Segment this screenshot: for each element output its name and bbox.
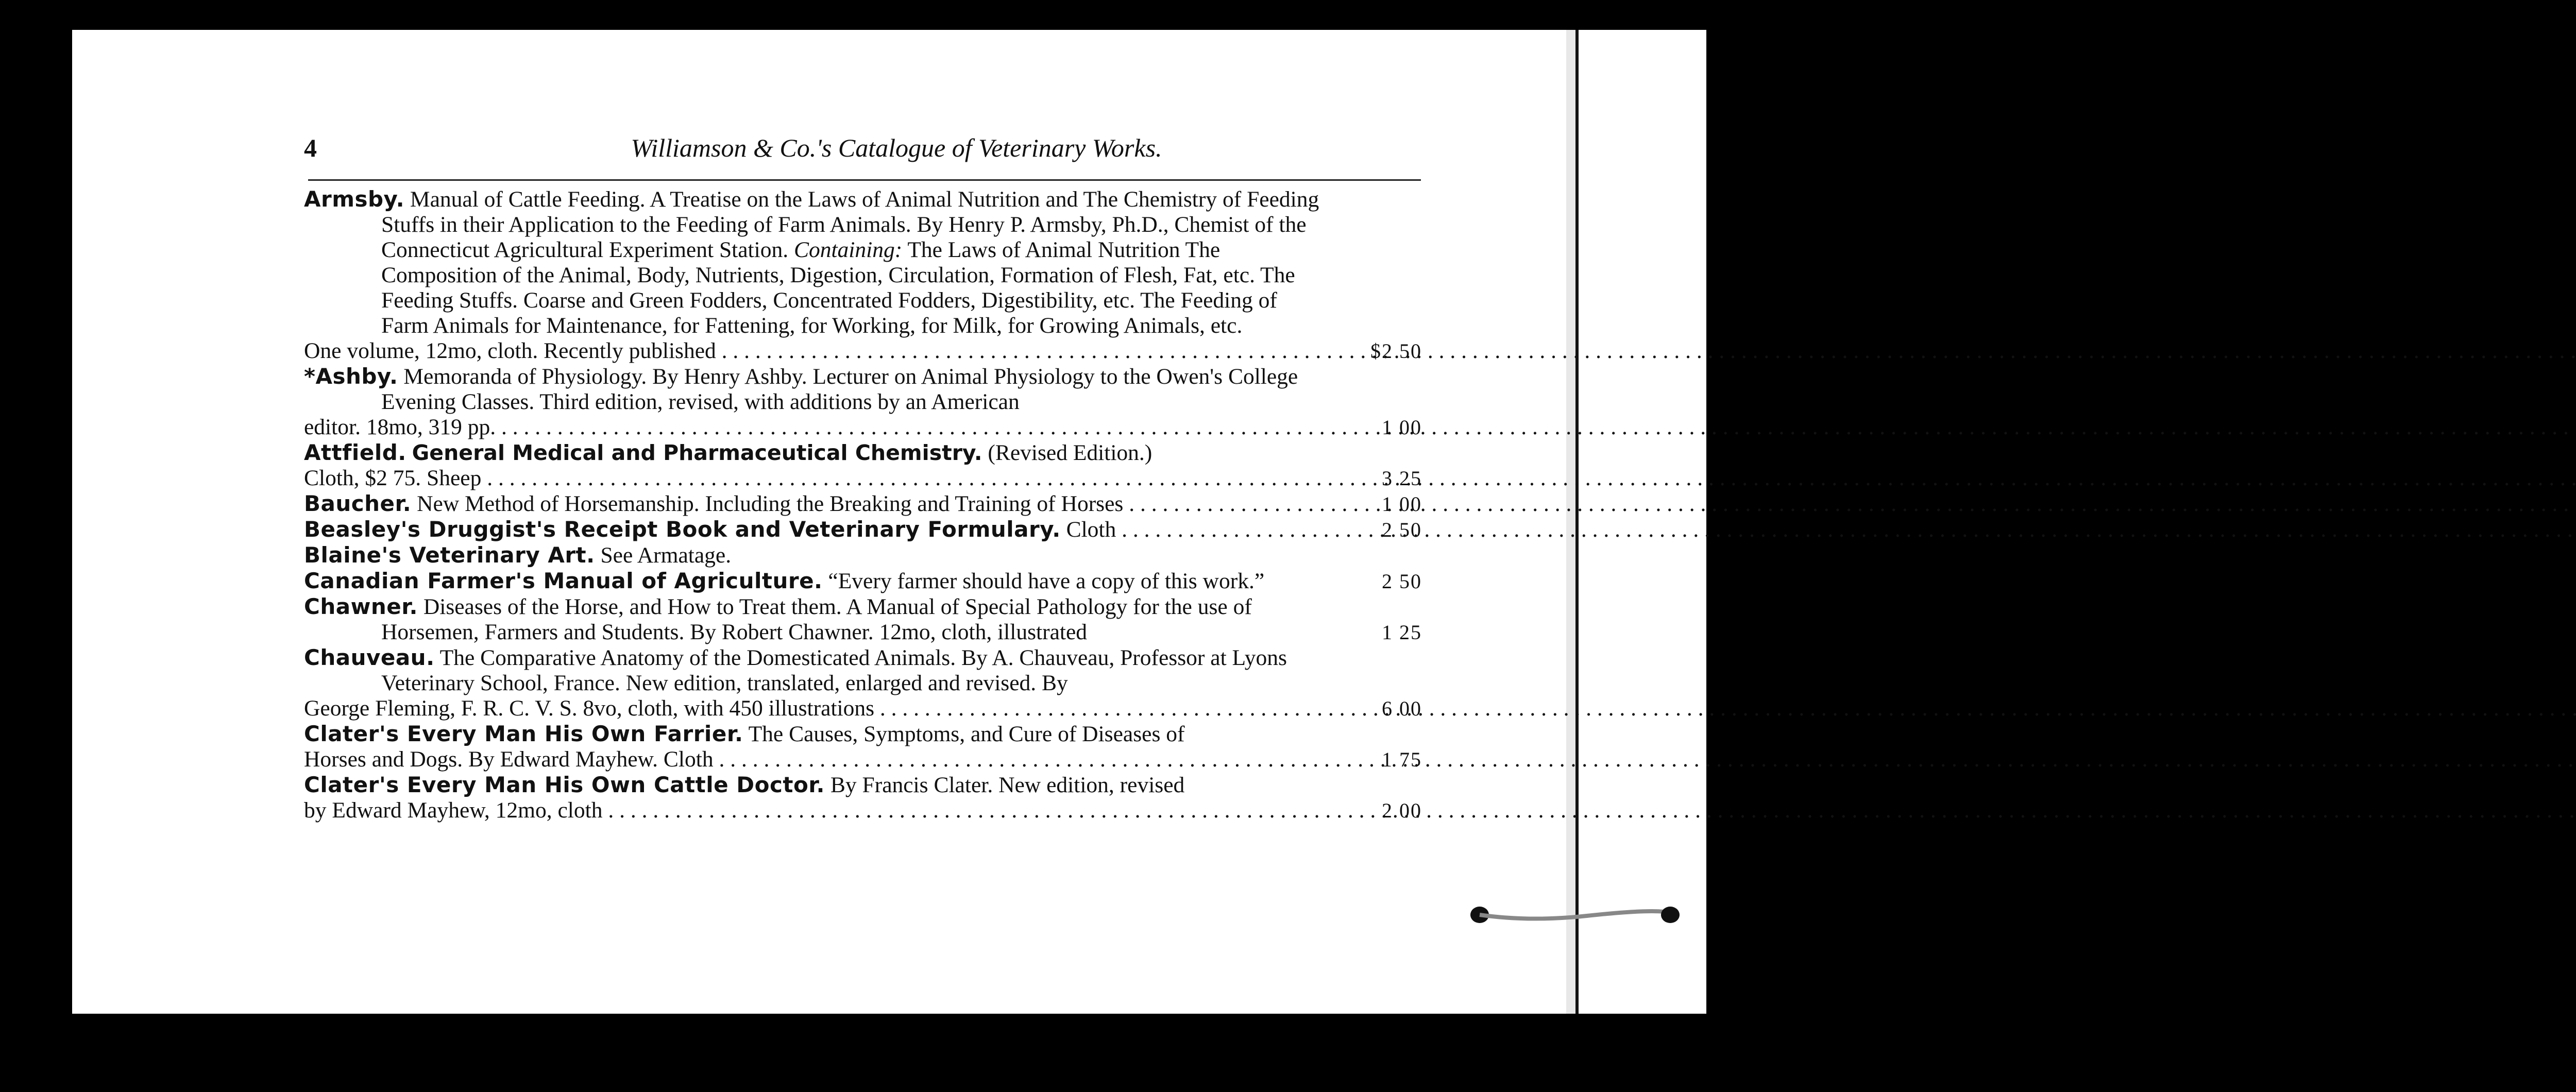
catalogue-entry [304, 364, 1422, 440]
entry-description: Cloth, $2 75. Sheep . . . [381, 466, 1324, 491]
entry-description: (Revised Edition.) [988, 440, 1153, 465]
entry-name: Clater's Every Man His Own Cattle Doctor. [304, 772, 825, 797]
entry-name: *Ashby. [304, 364, 398, 389]
entry-description: New Method of Horsemanship. Including the Breaking and Training of Horses [417, 491, 1124, 516]
catalogue-entry [304, 594, 1422, 645]
entry-description: Cloth [1066, 517, 1116, 542]
entry-description: The Causes, Symptoms, and Cure of Diseases of [748, 722, 1185, 746]
entry-price: $2 50 [1370, 339, 1422, 363]
page-title: Williamson & Co.'s Catalogue of Veterinary Works. [631, 133, 1162, 162]
entry-price: 1 00 [1382, 416, 1422, 439]
entry-name: Attfield. [304, 440, 406, 465]
entry-name: Chawner. [304, 594, 418, 619]
entry-description: Containing: [793, 237, 903, 262]
page-number: 4 [304, 133, 317, 162]
entry-description: editor. 18mo, 319 pp. . . . [381, 415, 1324, 440]
catalogue-entry [304, 772, 1422, 823]
entry-price: 1 75 [1382, 748, 1422, 771]
catalogue-entry [304, 568, 1422, 594]
entry-description: The Comparative Anatomy of the Domesticated Animals. By A. Chauveau, Professor at Lyons Veterinary School, France. New edition, translated, enlarged and revised. By [381, 645, 1287, 695]
entry-name: Armsby. [304, 186, 405, 212]
entry-price: 1 25 [1382, 621, 1422, 644]
entry-price: 2 50 [1382, 570, 1422, 593]
entry-name: Blaine's Veterinary Art. [304, 542, 595, 568]
entry-list [304, 186, 1422, 823]
entry-description: Memoranda of Physiology. By Henry Ashby. Lecturer on Animal Physiology to the Owen's College Evening Classes. Third edition, revised, with additions by an American [381, 364, 1298, 414]
entry-price: 2 00 [1382, 799, 1422, 822]
catalogue-entry [304, 186, 1422, 364]
catalogue-entry [304, 721, 1422, 772]
running-head [304, 133, 1417, 169]
entry-price: 2 50 [1382, 518, 1422, 541]
catalogue-entry [304, 645, 1422, 721]
entry-price: 3 25 [1382, 467, 1422, 490]
entry-description: Manual of Cattle Feeding. A Treatise on the Laws of Animal Nutrition and The Chemistry of Feeding Stuffs in their Application to the Feeding of Farm Animals. By Henry P. Armsby, Ph.D., Chemist of the Connecticut Agricultural Experiment Station. [381, 187, 1319, 262]
catalogue-entry [304, 542, 1422, 568]
catalogue-entry [304, 440, 1422, 491]
binding-thread [1468, 900, 1685, 929]
catalogue-entry [304, 491, 1422, 517]
header-rule [308, 179, 1421, 181]
entry-title: General Medical and Pharmaceutical Chemistry. [412, 440, 982, 465]
catalogue-entry [304, 517, 1422, 542]
entry-name: Canadian Farmer's Manual of Agriculture. [304, 568, 823, 593]
entry-description: Horses and Dogs. By Edward Mayhew. Cloth . . . [381, 747, 1324, 772]
entry-name: Chauveau. [304, 645, 435, 670]
entry-price: 6 00 [1382, 697, 1422, 720]
entry-description: Diseases of the Horse, and How to Treat them. A Manual of Special Pathology for the use of Horsemen, Farmers and Students. By Robert Chawner. 12mo, cloth, illustrated [381, 594, 1252, 644]
entry-price: 1 00 [1382, 492, 1422, 516]
entry-name: Baucher. [304, 491, 412, 516]
entry-description: by Edward Mayhew, 12mo, cloth . . . [381, 798, 1324, 823]
entry-name: Clater's Every Man His Own Farrier. [304, 721, 743, 746]
entry-name: Beasley's Druggist's Receipt Book and Veterinary Formulary. [304, 517, 1061, 542]
entry-description: By Francis Clater. New edition, revised [830, 773, 1185, 797]
entry-description: George Fleming, F. R. C. V. S. 8vo, cloth, with 450 illustrations . . . [381, 696, 1324, 721]
entry-description: One volume, 12mo, cloth. Recently published . . . [381, 338, 1324, 364]
entry-description: “Every farmer should have a copy of this work.” [828, 569, 1265, 593]
entry-description: See Armatage. [600, 543, 732, 568]
entry-description: The Laws of Animal Nutrition The Composition of the Animal, Body, Nutrients, Digestion, Circulation, Formation of Flesh, Fat, etc. The Feeding Stuffs. Coarse and Green Fodders, Concentrated Fodders, Digestibility, etc. The Feeding of Farm Animals for Maintenance, for Fattening, for Working, for Milk, for Growing Animals, etc. [381, 237, 1295, 338]
